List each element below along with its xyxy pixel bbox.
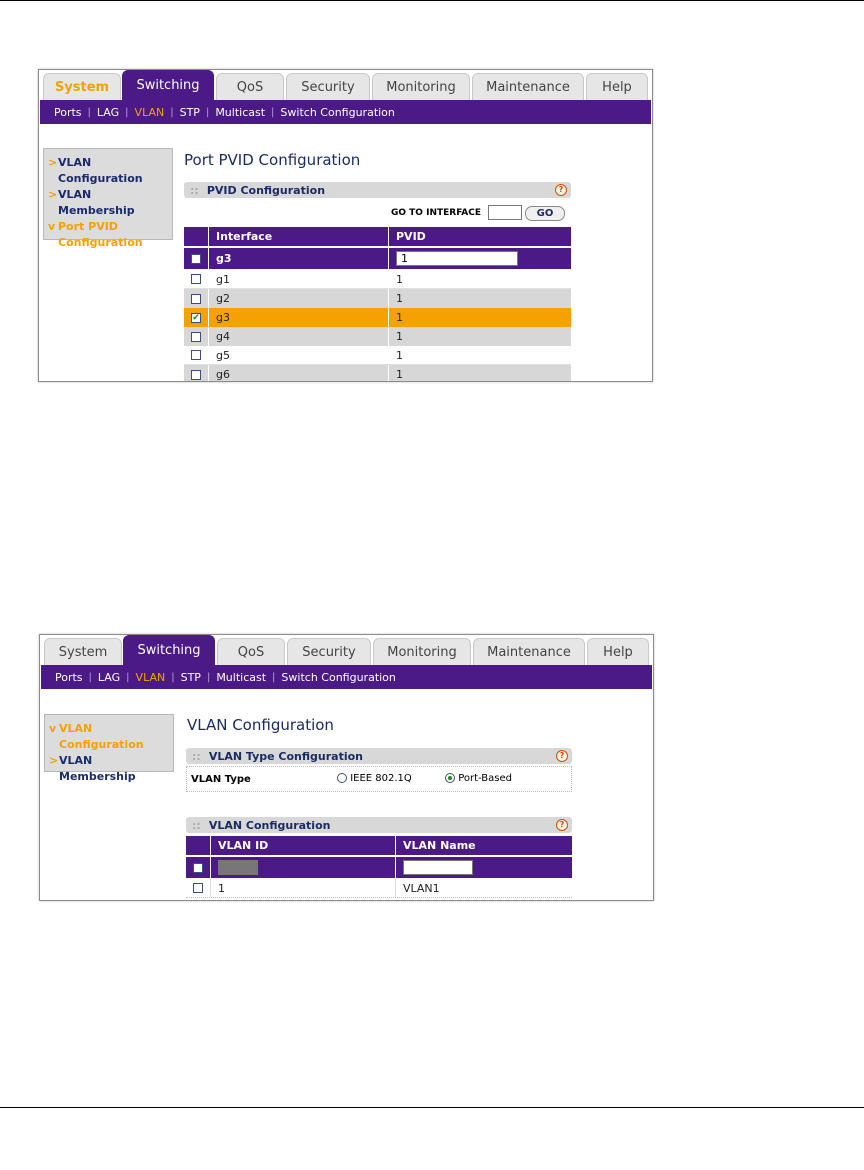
row-checkbox-cell (184, 346, 208, 364)
chevron-right-icon: > (49, 754, 59, 767)
row-pvid: 1 (396, 292, 403, 305)
subnav-separator: | (170, 106, 174, 118)
subnav-separator: | (205, 106, 210, 118)
radio-port-based-label: Port-Based (458, 773, 512, 784)
row-checkbox-cell (184, 327, 208, 346)
help-icon[interactable]: ? (556, 819, 568, 831)
tab-qos[interactable]: QoS (217, 638, 285, 665)
radio-8021q[interactable] (337, 773, 412, 784)
sidebar-item-vlan-configuration[interactable] (48, 155, 168, 187)
subnav-lag[interactable]: LAG (96, 105, 120, 119)
sub-navigation (40, 100, 651, 124)
table-row[interactable] (184, 365, 571, 382)
type-panel-title: VLAN Type Configuration (208, 749, 364, 763)
tab-system[interactable]: System (43, 73, 121, 100)
row-checkbox-cell (184, 308, 208, 327)
vlan-config-screenshot (39, 634, 654, 901)
subnav-stp[interactable]: STP (179, 105, 200, 119)
footer-rule (0, 1107, 864, 1108)
row-interface: g6 (216, 368, 230, 381)
sub-navigation (41, 665, 652, 689)
row-interface: g1 (216, 272, 230, 286)
sidebar-item-label: Port PVID Configuration (58, 220, 143, 249)
vlan-panel-header: :: VLAN Configuration ? (186, 817, 572, 833)
table-row[interactable] (184, 289, 571, 308)
subnav-multicast[interactable]: Multicast (216, 670, 267, 684)
subnav-separator: | (87, 106, 91, 118)
help-icon[interactable]: ? (556, 750, 568, 762)
col-vlan-name: VLAN Name (403, 839, 476, 852)
edit-row (184, 248, 571, 269)
row-pvid: 1 (396, 330, 403, 343)
tab-maintenance[interactable]: Maintenance (472, 73, 584, 100)
panel-header: :: PVID Configuration ? (184, 182, 571, 198)
radio-8021q-icon[interactable] (337, 773, 347, 783)
row-checkbox[interactable]: ✔ (192, 312, 200, 323)
tab-help[interactable]: Help (586, 73, 648, 100)
tab-system[interactable]: System (44, 638, 122, 665)
pvid-input[interactable]: 1 (396, 251, 518, 266)
col-interface: Interface (216, 230, 273, 243)
vlan-table-header (186, 836, 572, 855)
sidebar-item-label: VLAN Membership (58, 188, 135, 217)
subnav-separator: | (272, 671, 276, 683)
chevron-down-icon: v (48, 220, 56, 233)
subnav-separator: | (171, 671, 175, 683)
chevron-right-icon: > (48, 188, 58, 201)
tab-maintenance[interactable]: Maintenance (473, 638, 585, 665)
page-title: VLAN Configuration (187, 716, 334, 734)
sidebar-item-port-pvid-configuration[interactable] (48, 219, 168, 251)
row-checkbox-cell (184, 365, 208, 382)
subnav-separator: | (271, 106, 275, 118)
main-tabbar (40, 635, 653, 665)
tab-security[interactable]: Security (287, 638, 371, 665)
page-title: Port PVID Configuration (184, 151, 361, 169)
col-vlan-id: VLAN ID (218, 839, 269, 852)
panel-title: PVID Configuration (206, 183, 326, 197)
subnav-separator: | (206, 671, 211, 683)
subnav-multicast[interactable]: Multicast (215, 105, 266, 119)
tab-switching[interactable]: Switching (122, 70, 214, 100)
subnav-vlan[interactable]: VLAN (134, 105, 165, 119)
go-to-label: GO TO INTERFACE (391, 208, 482, 218)
vlan-type-row (186, 766, 572, 792)
help-icon[interactable]: ? (555, 184, 567, 196)
radio-8021q-label: IEEE 802.1Q (350, 773, 412, 784)
sidebar-item-vlan-membership[interactable] (49, 753, 169, 785)
row-vlan-name: VLAN1 (403, 881, 440, 895)
row-checkbox[interactable] (193, 883, 203, 893)
row-interface: g5 (216, 348, 230, 362)
sidebar-item-label: VLAN Configuration (59, 722, 144, 751)
row-interface: g2 (216, 292, 230, 305)
sidebar-item-vlan-configuration[interactable] (49, 721, 169, 753)
type-panel-header: :: VLAN Type Configuration ? (186, 748, 572, 764)
vlan-edit-checkbox[interactable] (193, 863, 203, 873)
row-pvid: 1 (396, 272, 403, 286)
tab-help[interactable]: Help (587, 638, 649, 665)
table-row[interactable] (184, 327, 571, 346)
edit-row-checkbox[interactable] (191, 254, 201, 264)
row-pvid: 1 (396, 348, 403, 362)
subnav-separator: | (125, 106, 129, 118)
main-tabbar (39, 70, 652, 100)
vlan-name-input[interactable] (403, 860, 473, 875)
tab-security[interactable]: Security (286, 73, 370, 100)
row-vlan-id: 1 (218, 881, 225, 895)
vlan-edit-row (186, 857, 572, 878)
radio-port-based-icon[interactable] (445, 773, 455, 783)
go-to-interface-input[interactable] (488, 205, 522, 220)
sidebar-item-vlan-membership[interactable] (48, 187, 168, 219)
subnav-ports[interactable]: Ports (55, 670, 83, 684)
edit-interface: g3 (216, 252, 232, 265)
radio-port-based[interactable] (445, 773, 512, 784)
row-checkbox[interactable] (191, 294, 201, 304)
sidebar-item-label: VLAN Membership (59, 754, 136, 783)
table-row[interactable] (184, 346, 571, 365)
subnav-stp[interactable]: STP (180, 670, 201, 684)
tab-qos[interactable]: QoS (216, 73, 284, 100)
tab-switching[interactable]: Switching (123, 635, 215, 665)
row-checkbox[interactable] (191, 350, 201, 360)
chevron-down-icon: v (49, 722, 57, 735)
subnav-separator: | (126, 671, 130, 683)
table-row[interactable] (184, 308, 571, 327)
sidebar-menu (44, 714, 174, 783)
sidebar-item-label: VLAN Configuration (58, 156, 143, 185)
row-pvid: 1 (396, 368, 403, 381)
row-checkbox[interactable] (191, 274, 201, 284)
subnav-separator: | (88, 671, 92, 683)
pvid-screenshot (38, 69, 653, 382)
header-rule (0, 0, 864, 1)
vlan-panel-title: VLAN Configuration (208, 818, 331, 832)
row-checkbox-cell (184, 289, 208, 308)
table-header (184, 227, 571, 246)
row-checkbox-cell (184, 270, 208, 288)
col-pvid: PVID (396, 230, 426, 243)
tab-monitoring[interactable]: Monitoring (373, 638, 471, 665)
row-pvid: 1 (396, 311, 403, 324)
go-button[interactable]: GO (525, 206, 565, 221)
subnav-lag[interactable]: LAG (97, 670, 121, 684)
subnav-switch-configuration[interactable]: Switch Configuration (281, 670, 396, 684)
row-checkbox[interactable] (191, 332, 201, 342)
subnav-switch-configuration[interactable]: Switch Configuration (280, 105, 395, 119)
sidebar-menu (43, 148, 173, 249)
subnav-vlan[interactable]: VLAN (135, 670, 166, 684)
chevron-right-icon: > (48, 156, 58, 169)
vlan-id-input[interactable] (218, 860, 258, 875)
row-checkbox-cell (186, 879, 210, 897)
vlan-type-label: VLAN Type (191, 774, 251, 785)
row-interface: g3 (216, 311, 230, 324)
row-checkbox[interactable] (191, 370, 201, 380)
row-interface: g4 (216, 330, 230, 343)
subnav-ports[interactable]: Ports (54, 105, 82, 119)
table-row[interactable] (184, 270, 571, 289)
tab-monitoring[interactable]: Monitoring (372, 73, 470, 100)
vlan-table-row[interactable] (186, 879, 572, 898)
